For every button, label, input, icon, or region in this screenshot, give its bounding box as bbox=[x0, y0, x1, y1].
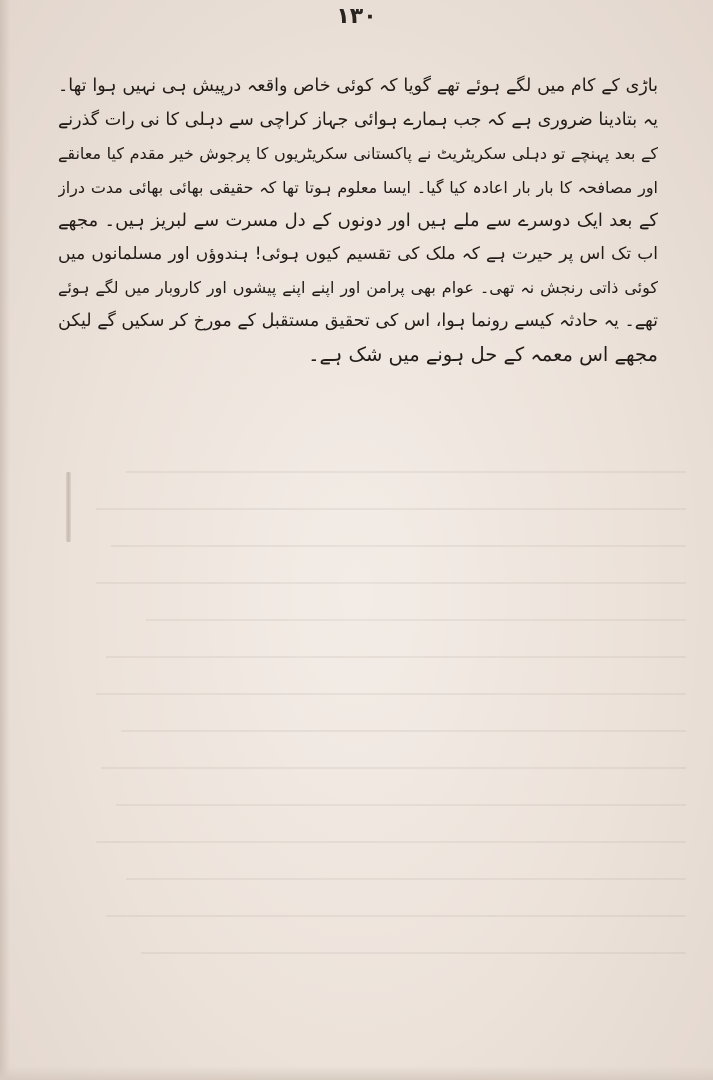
body-text bbox=[58, 70, 658, 372]
text-line: مجھے اس معمہ کے حل ہونے میں شک ہے۔ bbox=[308, 343, 658, 366]
paper-crease bbox=[66, 472, 71, 542]
text-line: کے بعد ایک دوسرے سے ملے ہیں اور دونوں کے دل مسرت سے لبریز ہیں۔ مجھے bbox=[58, 210, 658, 231]
text-line: باڑی کے کام میں لگے ہوئے تھے گویا کہ کوئی خاص واقعہ درپیش ہی نہیں ہوا تھا۔ bbox=[58, 76, 658, 96]
text-line: اب تک اس پر حیرت ہے کہ ملک کی تقسیم کیوں ہوئی! ہندوؤں اور مسلمانوں میں bbox=[58, 243, 658, 264]
show-through-text bbox=[96, 440, 686, 958]
text-line: کے بعد پہنچے تو دہلی سکریٹریٹ نے پاکستانی سکریٹریوں کا پرجوش خیر مقدم کیا معانقے bbox=[58, 144, 658, 163]
text-line: اور مصافحہ کا بار بار اعادہ کیا گیا۔ ایسا معلوم ہوتا تھا کہ حقیقی بھائی بھائی مدت دراز bbox=[58, 177, 658, 197]
text-line: یہ بتادینا ضروری ہے کہ جب ہمارے ہوائی جہاز کراچی سے دہلی کا نی رات گذرنے bbox=[58, 109, 658, 130]
page-edge-shadow bbox=[0, 0, 10, 1080]
text-line: تھے۔ یہ حادثہ کیسے رونما ہوا، اس کی تحقیق مستقبل کے مورخ کر سکیں گے لیکن bbox=[58, 310, 658, 331]
text-line: کوئی ذاتی رنجش نہ تھی۔ عوام بھی پرامن اور اپنے اپنے پیشوں اور کاروبار میں لگے ہوئے bbox=[58, 278, 658, 297]
page-bottom-shadow bbox=[0, 1066, 713, 1080]
page-number: ١٣٠ bbox=[336, 4, 377, 29]
